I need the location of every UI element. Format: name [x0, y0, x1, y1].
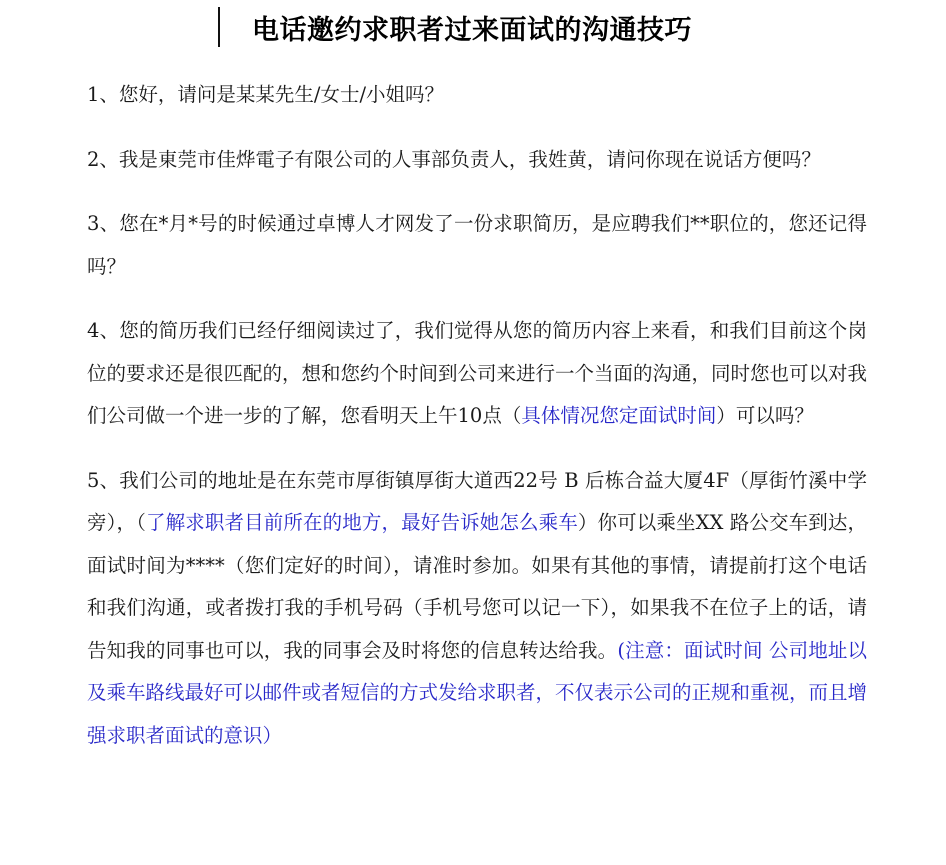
paragraph-5: [87, 460, 867, 758]
title-divider-bar: [218, 7, 220, 47]
document-body: [87, 74, 867, 779]
paragraph-4-text-a: 4、您的简历我们已经仔细阅读过了，我们觉得从您的简历内容上来看，和我们目前这个岗位的要求还是很匹配的，想和您约个时间到公司来进行一个当面的沟通，同时您也可以对我们公司做一个进一步的了解，您看明天上午10点（: [87, 319, 868, 427]
paragraph-5-note-2: (注意：面试时间 公司地址以及乘车路线最好可以邮件或者短信的方式发给求职者，不仅表示公司的正规和重视，而且增强求职者面试的意识）: [87, 638, 868, 747]
paragraph-2-text: 2、我是東莞市佳烨電子有限公司的人事部负责人，我姓黄，请问你现在说话方便吗？: [87, 147, 821, 171]
paragraph-5-note-1: 了解求职者目前所在的地方，最好告诉她怎么乘车: [146, 511, 578, 534]
paragraph-2: [87, 139, 867, 182]
paragraph-5-text-b: ）你可以乘坐XX 路公交车到达，面试时间为****（您们定好的时间），请准时参加。如果有其他的事情，请提前打这个电话和我们沟通，或者拨打我的手机号码（手机号您可以记一下），如果我不在位子上的话，请告知我的同事也可以，我的同事会及时将您的信息转达给我。: [87, 511, 867, 662]
paragraph-3: [87, 203, 867, 288]
paragraph-1-text: 1、您好，请问是某某先生/女士/小姐吗？: [87, 83, 445, 106]
title-block: [218, 6, 692, 48]
paragraph-5-text-a: 5、我们公司的地址是在东莞市厚街镇厚街大道西22号 B 后栋合益大厦4F（厚街竹溪中学旁），（: [87, 468, 867, 534]
page-title: 电话邀约求职者过来面试的沟通技巧: [252, 14, 692, 46]
paragraph-4-note: 具体情况您定面试时间: [521, 404, 717, 427]
paragraph-3-text: 3、您在*月*号的时候通过卓博人才网发了一份求职简历，是应聘我们**职位的，您还记得吗？: [87, 212, 867, 278]
paragraph-1: [87, 74, 867, 117]
paragraph-4-text-b: ）可以吗？: [716, 404, 814, 427]
paragraph-4: [87, 310, 867, 438]
